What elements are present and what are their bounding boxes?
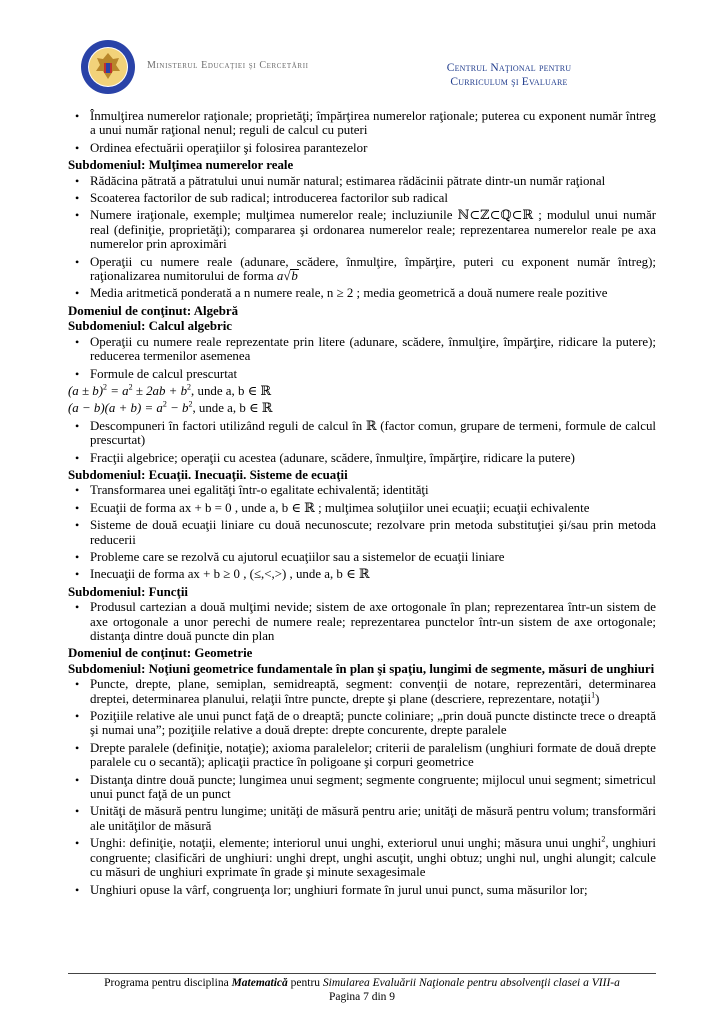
list-item-text: Scoaterea factorilor de sub radical; introducerea factorilor sub radical — [90, 191, 448, 206]
ministry-name: Ministerul Educaţiei şi Cercetării — [147, 60, 309, 71]
list-item — [68, 836, 656, 879]
list-sub3 — [68, 483, 656, 581]
formula-square: $(a \pm b)^2 = a^2 \pm 2ab + b^2$, unde a, b ∈ ℝ — [68, 382, 272, 398]
footnote-ref: 2 — [601, 834, 606, 844]
list-item-text: Media aritmetică ponderată a n numere reale, n ≥ 2 ; media geometrică a două numere reale pozitive — [90, 286, 608, 301]
bullet-icon: • — [75, 500, 80, 515]
center-name-line2: Curriculum şi Evaluare — [450, 76, 568, 88]
list-item-text: Probleme care se rezolvă cu ajutorul ecuaţiilor sau a sistemelor de ecuaţii liniare — [90, 549, 505, 564]
list-item-text: Produsul cartezian a două mulţimi nevide; sistem de axe ortogonale în plan; reprezentarea într-un sistem de axe ortogonale a unor perechi de numere reale; reprezentarea punctelor într-un sistem de axe ortogonale; distanţa dintre două puncte din plan — [90, 600, 656, 643]
bullet-icon: • — [75, 600, 80, 615]
bullet-icon: • — [75, 450, 80, 465]
list-item-text: Operaţii cu numere reale reprezentate prin litere (adunare, scădere, înmulţire, împărţire, ridicare la putere); reducerea termenilor asemenea — [90, 334, 656, 364]
bullet-icon: • — [75, 567, 80, 582]
list-item — [68, 483, 656, 497]
list-item: • Operaţii cu numere reale (adunare, scădere, înmulţire, împărţire, puteri cu exponent număr întreg); raţionalizarea numitorului de forma a√b — [75, 254, 656, 284]
footer-program-subject: Matematică — [231, 977, 288, 989]
list-item — [68, 773, 656, 802]
bullet-icon: • — [75, 549, 80, 564]
list-item — [68, 677, 656, 706]
list-item — [68, 600, 656, 643]
list-item — [68, 518, 656, 547]
bullet-icon: • — [75, 709, 80, 724]
romanian-government-seal-icon — [80, 39, 136, 95]
list-item — [68, 367, 656, 381]
bullet-icon: • — [75, 772, 80, 787]
list-item — [68, 335, 656, 364]
domain-heading: Domeniul de conţinut: Geometrie — [68, 646, 253, 661]
list-item-text-end: ) — [595, 691, 600, 706]
footer-program-pre: Programa pentru disciplina — [104, 977, 232, 989]
subdomain-heading: Subdomeniul: Mulţimea numerelor reale — [68, 158, 294, 173]
bullet-icon: • — [75, 109, 80, 123]
list-item-text: Înmulţirea numerelor raţionale; proprietăţi; împărţirea numerelor raţionale; puterea cu exponent număr întreg a unui număr raţional nenul; reguli de calcul cu puteri — [90, 109, 656, 138]
list-item-text: Transformarea unei egalităţi într-o egalitate echivalentă; identităţi — [90, 483, 429, 498]
footer-program-post: Simularea Evaluării Naţionale pentru absolvenţii clasei a VIII-a — [322, 977, 620, 989]
list-item-text: Rădăcina pătrată a pătratului unui număr natural; estimarea rădăcinii pătrate dintr-un număr raţional — [90, 173, 606, 188]
sqrt-coefficient: a — [276, 269, 284, 284]
list-item-text-end: , unghiuri congruente; clasificări de unghiuri: unghi drept, unghi ascuţit, unghi obtuz; unghi nul, unghi alungit; calcule cu măsuri de unghiuri exprimate în grade şi minute sexagesimale — [90, 836, 656, 880]
list-item — [68, 208, 656, 251]
formula-square-rhs: = a — [107, 383, 129, 398]
list-item — [68, 550, 656, 564]
list-item — [68, 567, 656, 581]
bullet-icon: • — [75, 740, 80, 755]
formula-square-mid: ± 2ab + b — [132, 383, 188, 398]
list-item — [68, 451, 656, 465]
list-item — [68, 804, 656, 833]
list-item-text: Unităţi de măsură pentru lungime; unităţi de măsură pentru arie; unităţi de măsură pentru volum; transformări ale unităţilor de măsură — [90, 804, 656, 833]
list-item — [68, 741, 656, 770]
bullet-icon: • — [75, 191, 80, 206]
center-name-line1: Centrul Naţional pentru — [446, 62, 572, 74]
page-content — [68, 109, 656, 900]
bullet-icon: • — [75, 836, 80, 851]
list-item — [68, 174, 656, 188]
formula-difference: $(a - b)(a + b) = a^2 - b^2$, unde a, b ∈ ℝ — [68, 400, 273, 416]
footer-divider — [68, 973, 656, 974]
bullet-icon: • — [75, 334, 80, 349]
list-sub5 — [68, 677, 656, 897]
list-item-text: Descompuneri în factori utilizând reguli de calcul în ℝ (factor comun, grupare de termeni, formule de calcul prescurtat) — [90, 418, 656, 448]
list-item — [68, 709, 656, 738]
bullet-icon: • — [75, 418, 80, 433]
formula-difference-mid: − b — [166, 401, 189, 416]
list-top — [68, 109, 656, 155]
subdomain-heading: Subdomeniul: Calcul algebric — [68, 319, 233, 334]
list-item-text: Operaţii cu numere reale (adunare, scădere, înmulţire, împărţire, puteri cu exponent număr întreg); raţionalizarea numitorului de forma — [90, 254, 656, 284]
subdomain-heading: Subdomeniul: Noţiuni geometrice fundamentale în plan şi spaţiu, lungimi de segmente, măsuri de unghiuri — [68, 661, 655, 676]
list-item-text: Ordinea efectuării operaţiilor şi folosirea parantezelor — [90, 140, 368, 155]
bullet-icon: • — [75, 366, 80, 381]
formula-difference-lhs: (a − b)(a + b) = a — [68, 401, 163, 416]
list-item-text: Puncte, drepte, plane, semiplan, semidreaptă, segment: convenţii de notare, reprezentări, determinarea dreptei, determinarea planului, relaţii între puncte, drepte şi plane (descriere, reprezentare, notaţii — [90, 677, 656, 706]
bullet-icon: • — [75, 254, 80, 269]
subdomain-heading: Subdomeniul: Funcţii — [68, 584, 188, 599]
bullet-icon: • — [75, 882, 80, 897]
list-sub2 — [68, 335, 656, 381]
bullet-icon: • — [75, 677, 80, 692]
formula-square-lhs: (a ± b) — [68, 383, 103, 398]
formula-difference-tail: , unde a, b ∈ ℝ — [192, 401, 273, 416]
list-item-text: Fracţii algebrice; operaţii cu acestea (adunare, scădere, înmulţire, împărţire, ridicare la putere) — [90, 450, 575, 465]
list-item — [68, 109, 656, 138]
list-item-text: Sisteme de două ecuaţii liniare cu două necunoscute; rezolvare prin metoda substituţiei şi/sau prin metoda reducerii — [90, 518, 656, 547]
list-sub2-b — [68, 419, 656, 465]
list-item — [68, 419, 656, 448]
list-item-text: Poziţiile relative ale unui punct faţă de o dreaptă; puncte coliniare; „prin două puncte distincte trece o dreaptă şi numai una”; poziţiile relative a două drepte: drepte concurente, drepte paralele — [90, 709, 656, 738]
domain-heading: Domeniul de conţinut: Algebră — [68, 303, 239, 318]
list-item — [68, 141, 656, 155]
bullet-icon: • — [75, 286, 80, 301]
list-item — [68, 286, 656, 300]
list-item-text: Formule de calcul prescurtat — [90, 366, 238, 381]
list-sub1 — [68, 174, 656, 301]
footnote-ref: 1 — [591, 690, 596, 700]
bullet-icon: • — [75, 804, 80, 819]
list-item — [68, 191, 656, 205]
page-number: Pagina 7 din 9 — [328, 991, 396, 1003]
bullet-icon: • — [75, 518, 80, 533]
list-item-text: Numere iraţionale, exemple; mulţimea numerelor reale; incluziunile ℕ⊂ℤ⊂ℚ⊂ℝ ; modulul unui număr real (definiţie, proprietăţi); compararea şi ordonarea numerelor reale; reprezentarea numerelor reale pe axa numerelor prin aproximări — [90, 208, 656, 252]
list-item-text: Unghi: definiţie, notaţii, elemente; interiorul unui unghi, exteriorul unui unghi; măsura unui unghi — [90, 836, 602, 851]
sqrt-radicand-text: b — [291, 269, 298, 284]
list-item-text: Ecuaţii de forma ax + b = 0 , unde a, b ∈ ℝ ; mulţimea soluţiilor unei ecuaţii; ecuaţii echivalente — [90, 500, 590, 515]
bullet-icon: • — [75, 208, 80, 223]
list-item-text: Unghiuri opuse la vârf, congruenţa lor; unghiuri formate în jurul unui punct, suma măsurilor lor; — [90, 882, 588, 897]
center-name — [414, 61, 604, 89]
footer-program — [68, 976, 656, 990]
bullet-icon: • — [75, 140, 80, 155]
page-header — [0, 0, 724, 108]
list-item — [68, 883, 656, 897]
bullet-icon: • — [75, 173, 80, 188]
footer-program-mid: pentru — [287, 977, 323, 989]
bullet-icon: • — [75, 483, 80, 498]
formula-square-tail: , unde a, b ∈ ℝ — [191, 383, 272, 398]
list-item-text: Distanţa dintre două puncte; lungimea unui segment; segmente congruente; mijlocul unui segment; simetricul unui punct faţă de un punct — [90, 772, 656, 802]
list-item-text: Drepte paralele (definiţie, notaţie); axioma paralelelor; criterii de paralelism (unghiuri formate de două drepte paralele cu o secantă); aplicaţii practice în poligoane şi corpuri geometrice — [90, 740, 656, 770]
list-sub4 — [68, 600, 656, 643]
list-item-text: Inecuaţii de forma ax + b ≥ 0 , (≤,<,>) , unde a, b ∈ ℝ — [90, 567, 370, 582]
list-item — [68, 501, 656, 515]
subdomain-heading: Subdomeniul: Ecuaţii. Inecuaţii. Sisteme de ecuaţii — [68, 467, 348, 482]
sqrt-radicand — [290, 269, 298, 282]
page-footer — [68, 976, 656, 1004]
